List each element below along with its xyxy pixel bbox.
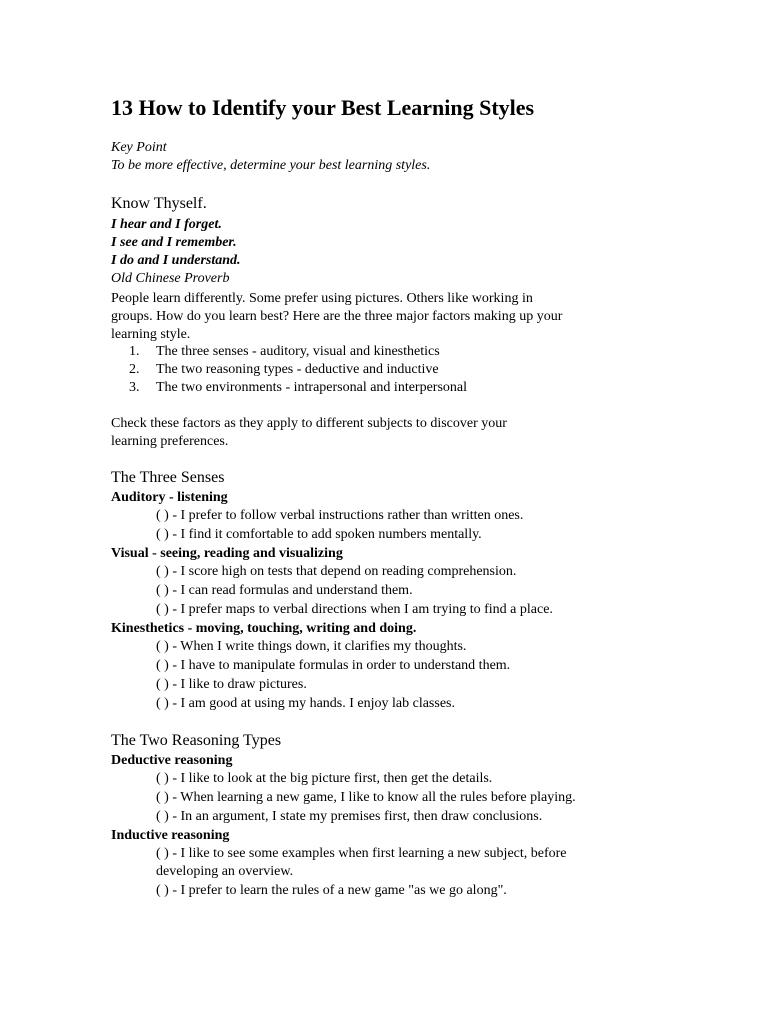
proverb-line: I see and I remember. [111,235,237,250]
section-heading: The Three Senses [111,469,225,486]
checklist-item: ( ) - I prefer to learn the rules of a new game "as we go along". [156,883,507,898]
checklist-item: ( ) - I find it comfortable to add spoken numbers mentally. [156,527,482,542]
subheading-visual: Visual - seeing, reading and visualizing [111,546,343,561]
checklist-item: ( ) - I prefer to follow verbal instructions rather than written ones. [156,508,524,523]
checklist-item: ( ) - I like to look at the big picture first, then get the details. [156,771,493,786]
know-thyself-heading: Know Thyself. [111,195,207,212]
checklist-item: ( ) - When learning a new game, I like to know all the rules before playing. [156,790,576,805]
checklist-item: ( ) - When I write things down, it clarifies my thoughts. [156,639,467,654]
subheading-deductive: Deductive reasoning [111,753,233,768]
checklist-item: ( ) - I have to manipulate formulas in order to understand them. [156,658,511,673]
three-senses-section [111,468,591,713]
section-heading: The Two Reasoning Types [111,732,282,749]
intro-paragraph: People learn differently. Some prefer using pictures. Others like working in groups. How do you learn best? Here are the three major factors making up your learning style. [111,291,563,342]
key-point [111,139,430,175]
key-point-text: To be more effective, determine your best learning styles. [111,158,431,173]
subheading-kinesthetic: Kinesthetics - moving, touching, writing and doing. [111,621,417,636]
list-item: 1. The three senses - auditory, visual and kinesthetics [129,344,440,359]
checklist-item: ( ) - I score high on tests that depend on reading comprehension. [156,564,517,579]
checklist-item: ( ) - In an argument, I state my premises first, then draw conclusions. [156,809,543,824]
factor-list [129,343,467,397]
proverb [111,216,241,288]
checklist-item: ( ) - I am good at using my hands. I enjoy lab classes. [156,696,455,711]
key-point-label: Key Point [111,140,167,155]
subheading-auditory: Auditory - listening [111,490,228,505]
page-title: 13 How to Identify your Best Learning Styles [111,95,535,120]
proverb-line: I hear and I forget. [111,217,222,232]
list-item: 2. The two reasoning types - deductive and inductive [129,362,439,377]
check-paragraph: Check these factors as they apply to different subjects to discover your learning preferences. [111,416,507,449]
subheading-inductive: Inductive reasoning [111,828,230,843]
checklist-item: ( ) - I like to see some examples when first learning a new subject, before developing an overview. [156,846,567,879]
proverb-attribution: Old Chinese Proverb [111,271,230,286]
checklist-item: ( ) - I can read formulas and understand them. [156,583,413,598]
reasoning-section [111,731,591,900]
checklist-item: ( ) - I like to draw pictures. [156,677,307,692]
list-item: 3. The two environments - intrapersonal and interpersonal [129,380,468,395]
checklist-item: ( ) - I prefer maps to verbal directions when I am trying to find a place. [156,602,553,617]
proverb-line: I do and I understand. [111,253,241,268]
